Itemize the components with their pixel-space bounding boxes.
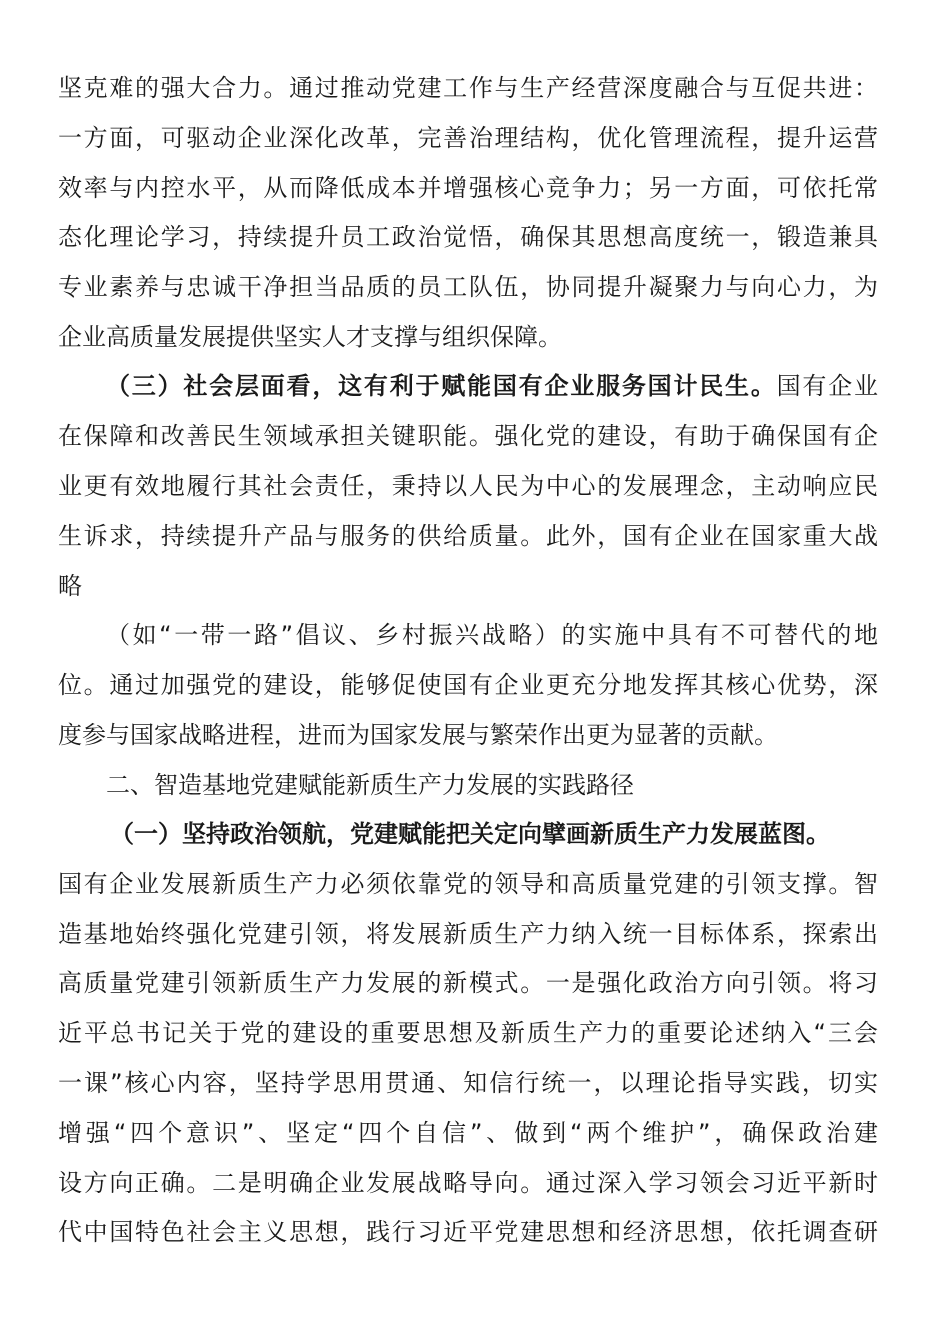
paragraph-line: （如“一带一路”倡议、乡村振兴战略）的实施中具有不可替代的地 [106,621,878,649]
paragraph-line: 在保障和改善民生领域承担关键职能。强化党的建设，有助于确保国有企 [58,422,878,450]
paragraph-line: 度参与国家战略进程，进而为国家发展与繁荣作出更为显著的贡献。 [58,721,778,749]
paragraph-line: 国有企业发展新质生产力必须依靠党的领导和高质量党建的引领支撑。智 [58,870,878,898]
paragraph-line: 坚克难的强大合力。通过推动党建工作与生产经营深度融合与互促共进： [58,74,878,102]
heading-bold-text: （三）社会层面看，这有利于赋能国有企业服务国计民生。 [106,372,777,400]
paragraph-line: 近平总书记关于党的建设的重要思想及新质生产力的重要论述纳入“三会 [58,1019,878,1047]
paragraph-line: 设方向正确。二是明确企业发展战略导向。通过深入学习领会习近平新时 [58,1169,878,1197]
paragraph-line: 略 [58,572,82,600]
paragraph-line: 专业素养与忠诚干净担当品质的员工队伍，协同提升凝聚力与向心力，为 [58,273,878,301]
paragraph-line: 业更有效地履行其社会责任，秉持以人民为中心的发展理念，主动响应民 [58,472,878,500]
paragraph-line: 一方面，可驱动企业深化改革，完善治理结构，优化管理流程，提升运营 [58,124,878,152]
paragraph-line: 高质量党建引领新质生产力发展的新模式。一是强化政治方向引领。将习 [58,969,878,997]
paragraph-line: 生诉求，持续提升产品与服务的供给质量。此外，国有企业在国家重大战 [58,522,878,550]
paragraph-line: 效率与内控水平，从而降低成本并增强核心竞争力；另一方面，可依托常 [58,174,878,202]
section-heading-society [106,366,878,406]
paragraph-line: 代中国特色社会主义思想，践行习近平党建思想和经济思想，依托调查研 [58,1218,878,1246]
paragraph-line: 一课”核心内容，坚持学思用贯通、知信行统一，以理论指导实践，切实 [58,1069,878,1097]
heading-continuation-text: 国有企业 [776,372,878,400]
paragraph-line: 造基地始终强化党建引领，将发展新质生产力纳入统一目标体系，探索出 [58,920,878,948]
paragraph-line: 增强“四个意识”、坚定“四个自信”、做到“两个维护”，确保政治建 [58,1119,878,1147]
paragraph-line: 企业高质量发展提供坚实人才支撑与组织保障。 [58,323,562,351]
paragraph-line: 态化理论学习，持续提升员工政治觉悟，确保其思想高度统一，锻造兼具 [58,223,878,251]
paragraph-line: 位。通过加强党的建设，能够促使国有企业更充分地发挥其核心优势，深 [58,671,878,699]
subsection-heading-political-leadership: （一）坚持政治领航，党建赋能把关定向擘画新质生产力发展蓝图。 [110,820,830,848]
section-title-practice-path: 二、智造基地党建赋能新质生产力发展的实践路径 [106,771,634,799]
